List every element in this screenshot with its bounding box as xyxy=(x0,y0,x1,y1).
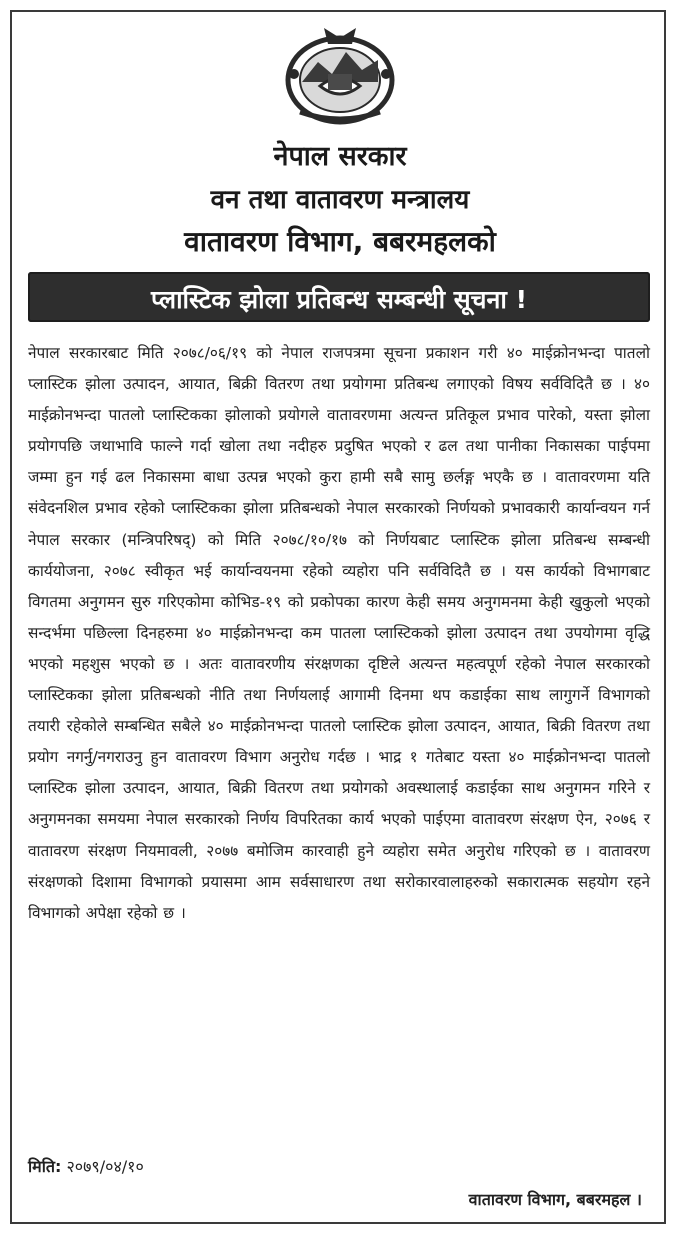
issuer-signature: वातावरण विभाग, बबरमहल । xyxy=(468,1190,642,1209)
notice-title-banner xyxy=(28,272,650,322)
ministry-name: वन तथा वातावरण मन्त्रालय xyxy=(210,185,470,215)
government-name: नेपाल सरकार xyxy=(273,141,407,172)
date-label: मिति: xyxy=(28,1157,62,1176)
government-emblem-icon xyxy=(280,22,400,128)
department-name: वातावरण विभाग, बबरमहलको xyxy=(184,225,496,258)
date-value: २०७९/०४/१० xyxy=(66,1157,144,1176)
notice-body: नेपाल सरकारबाट मिति २०७८/०६/१९ को नेपाल राजपत्रमा सूचना प्रकाशन गरी ४० माईक्रोनभन्दा पातलो प्लास्टिक झोला उत्पादन, आयात, बिक्री वितरण तथा प्रयोगमा प्रतिबन्ध लगाएको विषय सर्वविदितै छ । ४० माईक्रोनभन्दा पातलो प्लास्टिकका झोलाको प्रयोगले वातावरणमा अत्यन्त प्रतिकूल प्रभाव पारेको, यस्ता झोला प्रयोगपछि जथाभावि फाल्ने गर्दा खोला तथा नदीहरु प्रदुषित भएको र ढल तथा पानीका निकासका पाईपमा जम्मा हुन गई ढल निकासमा बाधा उत्पन्न भएको कुरा हामी सबै सामु छर्लङ्ग भएकै छ । वातावरणमा यति संवेदनशिल प्रभाव रहेको प्लास्टिकका झोला प्रतिबन्धको नेपाल सरकारको निर्णयको प्रभावकारी कार्यान्वयन गर्न नेपाल सरकार (मन्त्रिपरिषद्) को मिति २०७८/१०/१७ को निर्णयबाट प्लास्टिक झोला प्रतिबन्ध सम्बन्धी कार्ययोजना, २०७८ स्वीकृत भई कार्यान्वयनमा रहेको व्यहोरा पनि सर्वविदितै छ । यस कार्यको विभागबाट विगतमा अनुगमन सुरु गरिएकोमा कोभिड-१९ को प्रकोपका कारण केही समय अनुगमनमा केही खुकुलो भएको सन्दर्भमा पछिल्ला दिनहरुमा ४० माईक्रोनभन्दा कम पातला प्लास्टिकको झोला उत्पादन तथा उपयोगमा वृद्धि भएको महशुस भएको छ । अतः वातावरणीय संरक्षणका दृष्टिले अत्यन्त महत्वपूर्ण रहेको नेपाल सरकारको प्लास्टिकका झोला प्रतिबन्धको नीति तथा निर्णयलाई आगामी दिनमा थप कडाईका साथ लागुगर्ने विभागको तयारी रहेकोले सम्बन्धित सबैले ४० माईक्रोनभन्दा पातलो प्लास्टिक झोला उत्पादन, आयात, बिक्री वितरण तथा प्रयोग नगर्नु/नगराउनु हुन वातावरण विभाग अनुरोध गर्दछ । भाद्र १ गतेबाट यस्ता ४० माईक्रोनभन्दा पातलो प्लास्टिक झोला उत्पादन, आयात, बिक्री वितरण तथा प्रयोगको अवस्थालाई कडाईका साथ अनुगमन गरिने र अनुगमनका समयमा नेपाल सरकारको निर्णय विपरितका कार्य भएको पाईएमा वातावरण संरक्षण ऐन, २०७६ र वातावरण संरक्षण नियमावली, २०७७ बमोजिम कारवाही हुने व्यहोरा समेत अनुरोध गरिएको छ । वातावरण संरक्षणको दिशामा विभागको प्रयासमा आम सर्वसाधारण तथा सरोकारवालाहरुको सकारात्मक सहयोग रहने विभागको अपेक्षा रहेको छ । xyxy=(28,344,650,922)
notice-date xyxy=(28,1155,144,1177)
notice-title: प्लास्टिक झोला प्रतिबन्ध सम्बन्धी सूचना ! xyxy=(150,285,528,314)
